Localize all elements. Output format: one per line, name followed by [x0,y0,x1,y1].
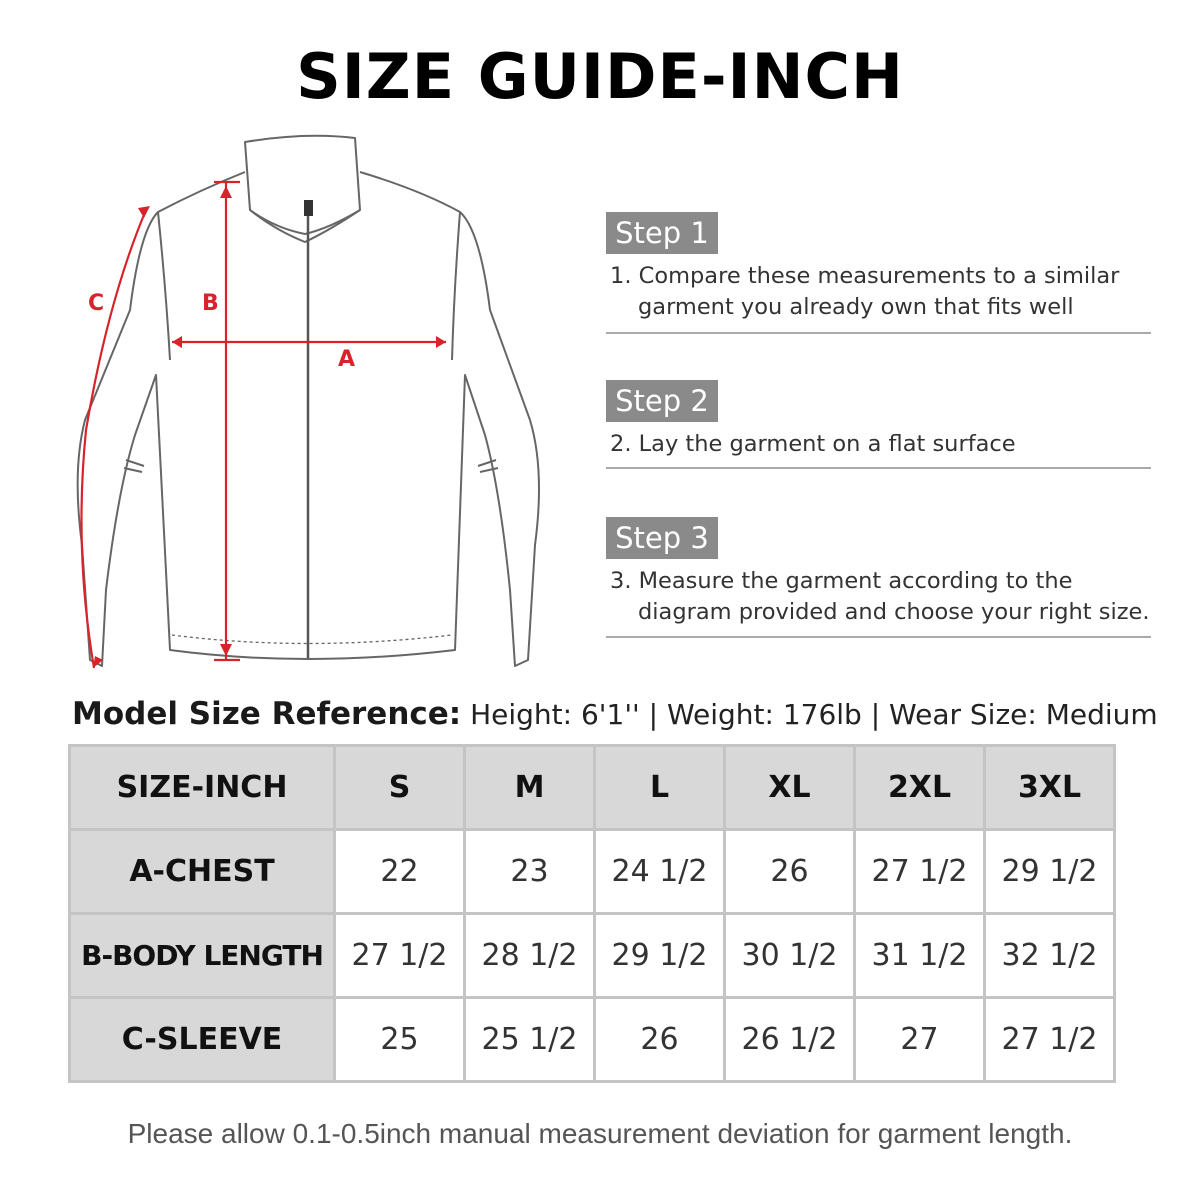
step-2-badge: Step 2 [606,380,718,422]
step-1-divider [606,332,1151,334]
table-row [70,914,1115,998]
page-title: SIZE GUIDE-INCH [296,40,904,113]
header-cell: S [335,746,465,830]
table-cell: 26 1/2 [725,998,855,1082]
step-2-text [610,429,1155,460]
table-cell: 25 [335,998,465,1082]
label-b: B [202,291,219,316]
model-size-reference [72,696,1158,732]
jacket-diagram [60,130,560,675]
table-cell: 27 1/2 [335,914,465,998]
header-cell: XL [725,746,855,830]
step-3-line-2: diagram provided and choose your right size. [638,599,1150,625]
header-cell: L [595,746,725,830]
step-1-line-1: 1. Compare these measurements to a similar [610,263,1120,289]
zipper-icon [304,200,313,658]
table-cell: 28 1/2 [465,914,595,998]
table-row [70,998,1115,1082]
header-cell: M [465,746,595,830]
row-label: A-CHEST [70,830,335,914]
measurement-lines [82,182,447,668]
step-1-badge: Step 1 [606,212,718,254]
table-cell: 26 [725,830,855,914]
table-cell: 25 1/2 [465,998,595,1082]
model-reference-text: Height: 6'1'' | Weight: 176lb | Wear Size: Medium [470,698,1158,731]
step-1-line-2: garment you already own that fits well [638,294,1074,320]
table-cell: 26 [595,998,725,1082]
table-header-row [70,746,1115,830]
table-cell: 24 1/2 [595,830,725,914]
model-reference-label: Model Size Reference: [72,696,462,732]
table-cell: 27 [855,998,985,1082]
measurement-note: Please allow 0.1-0.5inch manual measurement deviation for garment length. [127,1118,1073,1149]
label-a: A [338,347,356,372]
step-3-text [610,566,1155,628]
table-row [70,830,1115,914]
table-cell: 27 1/2 [985,998,1115,1082]
size-table [68,744,1116,1083]
step-2-line-1: 2. Lay the garment on a flat surface [610,431,1016,457]
row-label: B-BODY LENGTH [70,914,335,998]
step-3-line-1: 3. Measure the garment according to the [610,568,1073,594]
step-3-divider [606,636,1151,638]
table-cell: 23 [465,830,595,914]
table-cell: 29 1/2 [985,830,1115,914]
label-c: C [88,291,105,316]
table-cell: 29 1/2 [595,914,725,998]
header-cell: 3XL [985,746,1115,830]
table-cell: 22 [335,830,465,914]
header-cell: 2XL [855,746,985,830]
table-cell: 31 1/2 [855,914,985,998]
step-1-text [610,261,1155,323]
table-cell: 30 1/2 [725,914,855,998]
table-cell: 32 1/2 [985,914,1115,998]
header-cell: SIZE-INCH [70,746,335,830]
step-3-badge: Step 3 [606,517,718,559]
table-cell: 27 1/2 [855,830,985,914]
step-2-divider [606,467,1151,469]
row-label: C-SLEEVE [70,998,335,1082]
